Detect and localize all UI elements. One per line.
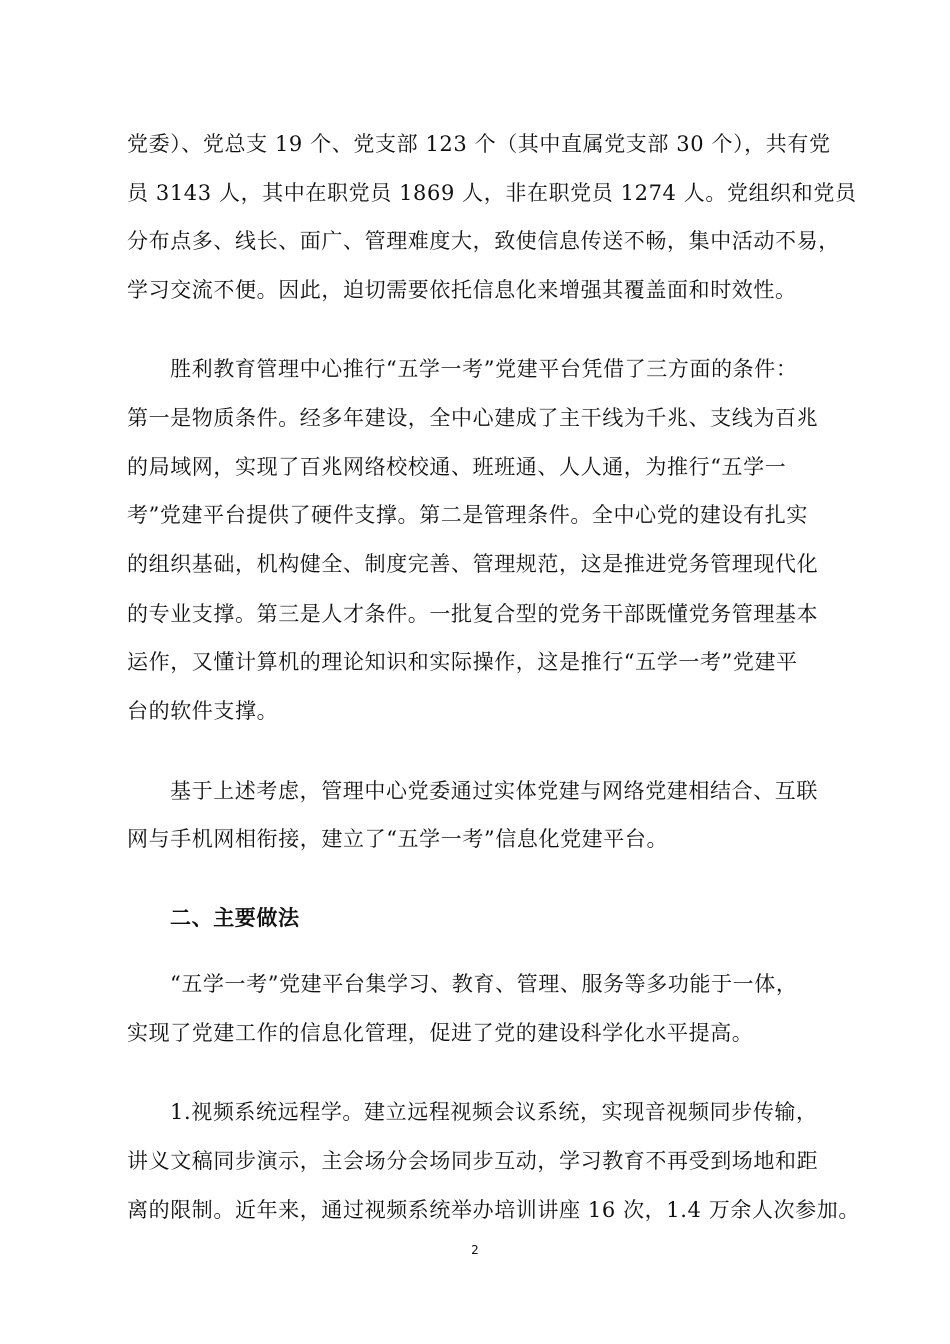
paragraph-2-line-3: 的局域网，实现了百兆网络校校通、班班通、人人通，为推行“五学一 [127,455,787,479]
paragraph-2-line-8: 台的软件支撑。 [127,699,279,723]
paragraph-5-line-3: 离的限制。近年来，通过视频系统举办培训讲座 16 次，1.4 万余人次参加。 [127,1198,860,1222]
paragraph-3-line-1: 基于上述考虑，管理中心党委通过实体党建与网络党建相结合、互联 [170,779,818,803]
paragraph-2-line-1: 胜利教育管理中心推行“五学一考”党建平台凭借了三方面的条件： [170,357,798,381]
paragraph-5-line-1: 1.视频系统远程学。建立远程视频会议系统，实现音视频同步传输， [170,1100,818,1124]
paragraph-4-line-1: “五学一考”党建平台集学习、教育、管理、服务等多功能于一体， [170,972,798,996]
paragraph-2-line-2: 第一是物质条件。经多年建设，全中心建成了主干线为千兆、支线为百兆 [127,406,819,430]
paragraph-2-line-7: 运作，又懂计算机的理论知识和实际操作，这是推行“五学一考”党建平 [127,650,798,674]
paragraph-1-line-2: 员 3143 人，其中在职党员 1869 人，非在职党员 1274 人。党组织和党员 [127,181,857,205]
paragraph-2-line-4: 考”党建平台提供了硬件支撑。第二是管理条件。全中心党的建设有扎实 [127,503,808,527]
section-heading: 二、主要做法 [170,905,300,930]
paragraph-1-line-4: 学习交流不便。因此，迫切需要依托信息化来增强其覆盖面和时效性。 [127,278,797,302]
paragraph-1-line-3: 分布点多、线长、面广、管理难度大，致使信息传送不畅，集中活动不易， [127,229,840,253]
paragraph-3-line-2: 网与手机网相衔接，建立了“五学一考”信息化党建平台。 [127,827,669,851]
paragraph-1-line-1: 党委）、党总支 19 个、党支部 123 个（其中直属党支部 30 个），共有党 [127,132,831,156]
paragraph-2-line-5: 的组织基础，机构健全、制度完善、管理规范，这是推进党务管理现代化 [127,552,819,576]
paragraph-4-line-2: 实现了党建工作的信息化管理，促进了党的建设科学化水平提高。 [127,1021,754,1045]
paragraph-2-line-6: 的专业支撑。第三是人才条件。一批复合型的党务干部既懂党务管理基本 [127,602,819,626]
paragraph-5-line-2: 讲义文稿同步演示，主会场分会场同步互动，学习教育不再受到场地和距 [127,1149,819,1173]
page-number: 2 [471,1243,479,1257]
